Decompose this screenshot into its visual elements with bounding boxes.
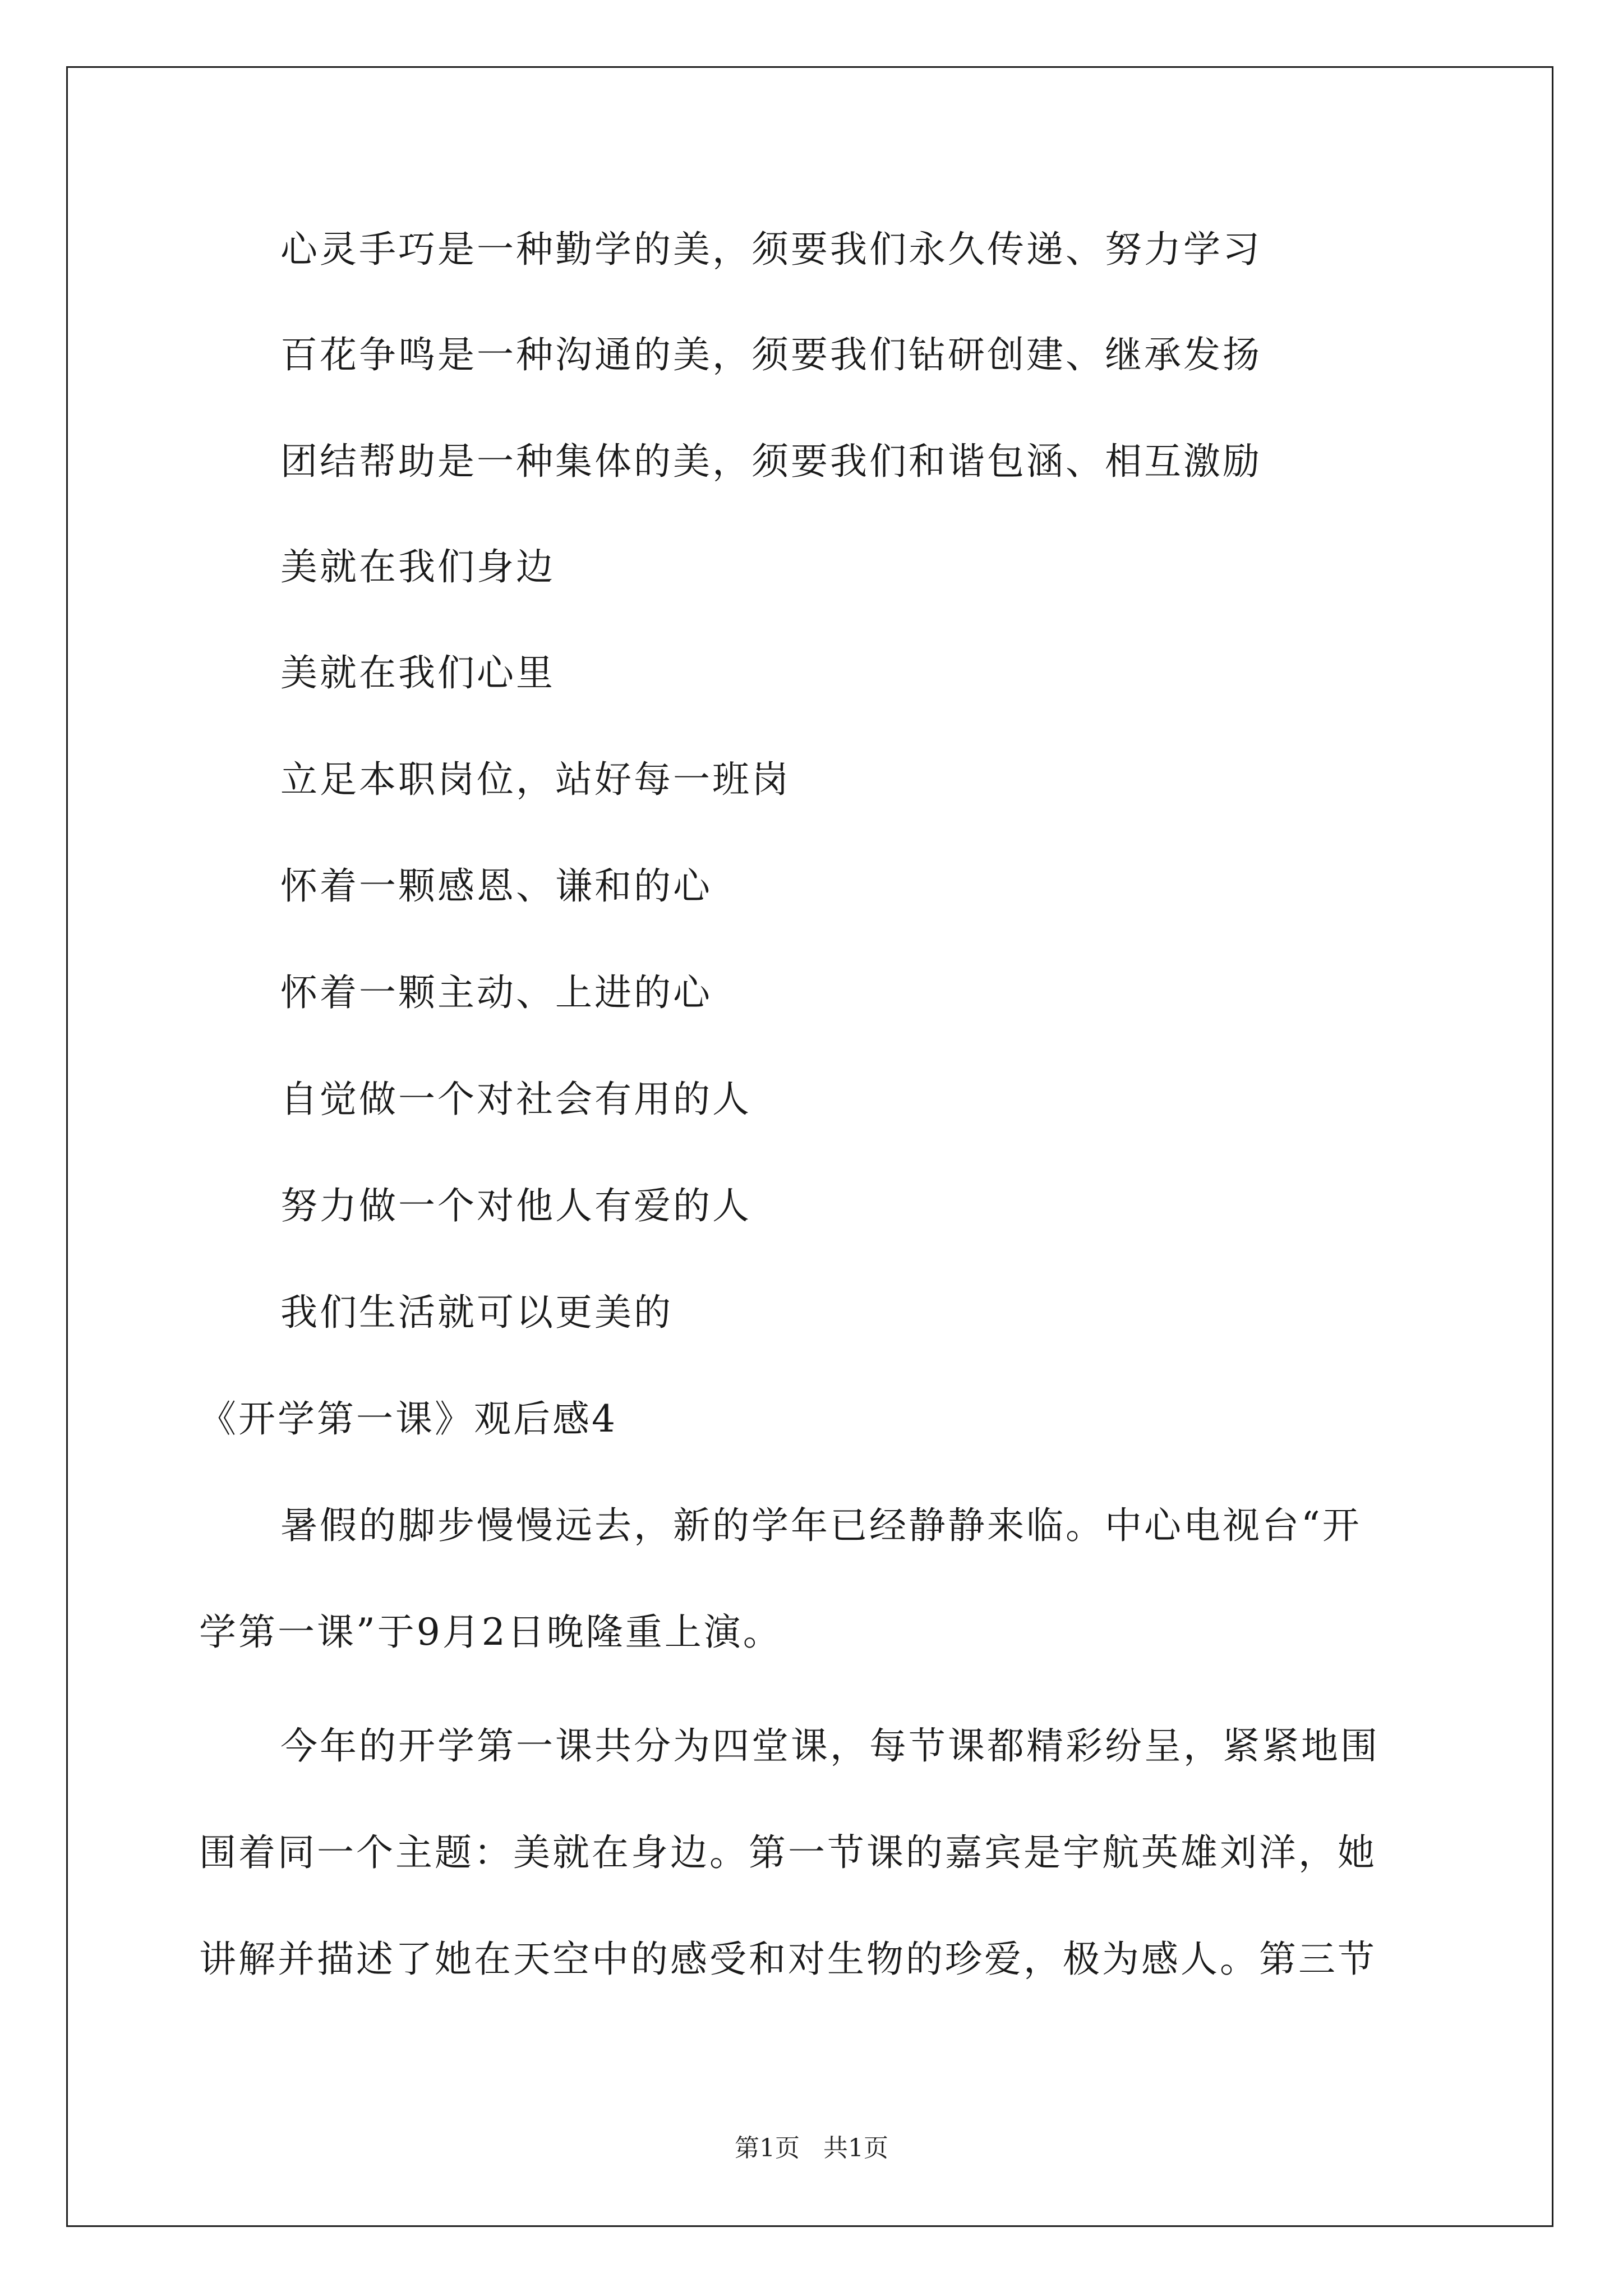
poem-line: 团结帮助是一种集体的美，须要我们和谐包涵、相互激励 bbox=[280, 440, 1262, 483]
poem-line: 怀着一颗主动、上进的心 bbox=[280, 971, 712, 1014]
poem-line: 百花争鸣是一种沟通的美，须要我们钻研创建、继承发扬 bbox=[280, 333, 1262, 376]
page-indicator: 第1页 共1页 bbox=[735, 2134, 888, 2162]
poem-line: 努力做一个对他人有爱的人 bbox=[280, 1184, 751, 1227]
poem-line: 美就在我们心里 bbox=[280, 651, 555, 694]
poem-line: 美就在我们身边 bbox=[280, 545, 555, 588]
poem-line: 心灵手巧是一种勤学的美，须要我们永久传递、努力学习 bbox=[280, 228, 1262, 271]
paragraph-line: 围着同一个主题：美就在身边。第一节课的嘉宾是宇航英雄刘洋，她 bbox=[199, 1831, 1377, 1874]
section-title: 《开学第一课》观后感4 bbox=[199, 1397, 617, 1441]
paragraph-line: 暑假的脚步慢慢远去，新的学年已经静静来临。中心电视台“开 bbox=[280, 1504, 1362, 1547]
paragraph-line: 学第一课”于9月2日晚隆重上演。 bbox=[199, 1611, 782, 1654]
page-frame bbox=[66, 66, 1553, 2227]
poem-line: 怀着一颗感恩、谦和的心 bbox=[280, 864, 712, 908]
paragraph-line: 讲解并描述了她在天空中的感受和对生物的珍爱，极为感人。第三节 bbox=[199, 1938, 1377, 1981]
poem-line: 立足本职岗位，站好每一班岗 bbox=[280, 758, 791, 801]
poem-line: 我们生活就可以更美的 bbox=[280, 1291, 673, 1334]
paragraph-line: 今年的开学第一课共分为四堂课，每节课都精彩纷呈，紧紧地围 bbox=[280, 1724, 1380, 1768]
poem-line: 自觉做一个对社会有用的人 bbox=[280, 1078, 751, 1121]
